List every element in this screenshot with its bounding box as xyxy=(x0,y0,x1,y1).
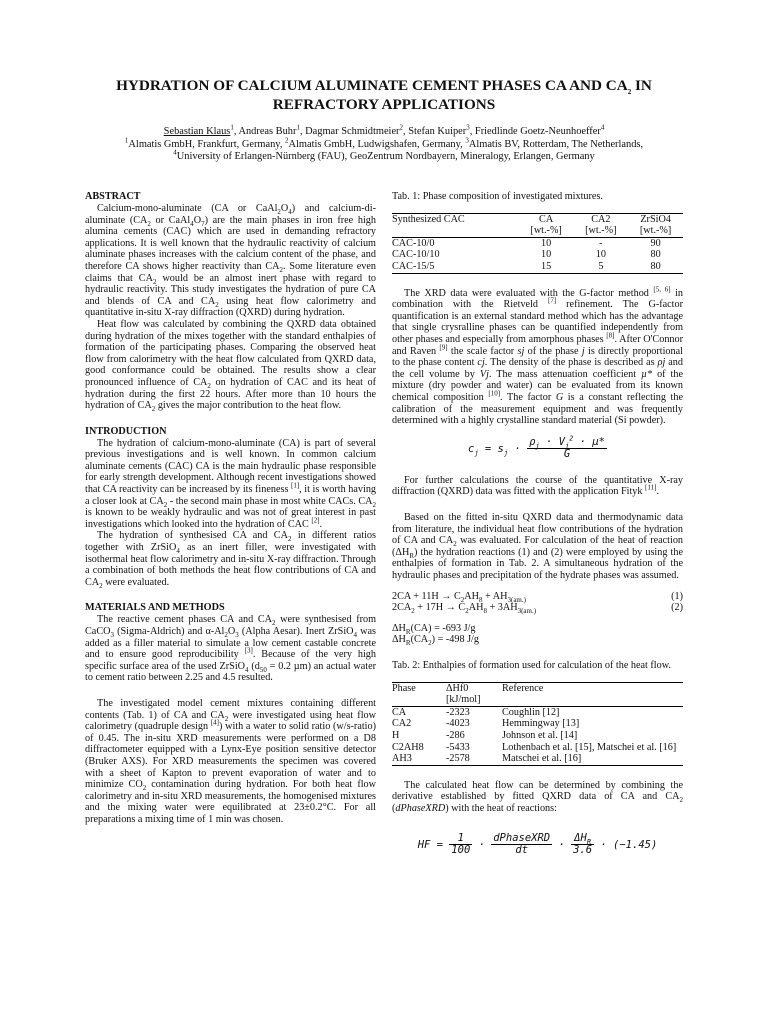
enthalpy-ca2: $\Delta H_R(CA_2) = -498$ J/g xyxy=(392,634,479,648)
reaction-2: $2CA_2 + 17H \to C_2AH_8 + 3AH_{3(am.)}$ (2) xyxy=(392,602,683,616)
table-row: CAC-10/0 10 - 90 xyxy=(392,237,661,249)
table-row: C2AH8 -5433 Lothenbach et al. [15], Matschei et al. [16] xyxy=(392,741,677,753)
reaction-1: $2CA + 11H \to C_2AH_8 + AH_{3(am.)}$ (1) xyxy=(392,590,683,604)
abstract-heading: ABSTRACT xyxy=(85,191,141,202)
heat-flow-paragraph: Based on the fitted in-situ QXRD data and thermodynamic data from literature, the individual heat flow contributions of the hydration of CA and $CA_2$ was evaluated. For calculation of the heat of reaction $(\Delta H_R)$ the hydration reactions (1) and (2) were employed by using the enthalpies of formation in Tab. 2. A simultaneous hydration of the hydraulic phases and precipitation of the hydrate phases was assumed. xyxy=(392,512,684,582)
calculated-heat-flow-paragraph: The calculated heat flow can be determined by combining the derivative established by fitted QXRD data of CA and $CA_2$ (dPhaseXRD) with the heat of reactions: xyxy=(392,779,683,814)
intro-paragraph-1: The hydration of calcium-mono-aluminate (CA) is part of several previous investigations and is well known. In common calcium aluminate cements (CAC) CA is the main hydraulic phase responsible for early strength development. Although recent investigations showed that CA reactivity can be increased by its fineness [1], it is worth having a closer look at $CA_2$ - the second main phase in most white CACs. $CA_2$ is known to be weakly hydraulic and was not of great interest in past investigations which looked into the hydration of CAC [2]. xyxy=(85,437,377,530)
table-row: CA2 -4023 Hemmingway [13] xyxy=(392,718,580,730)
table1-header-cell: Synthesized CAC xyxy=(392,213,465,225)
table2-header-cell: ΔHf0 [kJ/mol] xyxy=(446,682,481,706)
table2-header-row xyxy=(392,682,683,706)
table-row: CA -2323 Coughlin [12] xyxy=(392,706,560,718)
introduction-heading: INTRODUCTION xyxy=(85,425,167,437)
table-row: AH3 -2578 Matschei et al. [16] xyxy=(392,753,683,765)
table2-header-cell: Reference xyxy=(502,682,544,694)
left-column xyxy=(85,191,376,826)
table2-header-cell: Phase xyxy=(392,682,416,694)
methods-paragraph-1: The reactive cement phases CA and $CA_2$ were synthesised from CaCO$_3$ (Sigma-Aldrich) and $\alpha-Al_2O_3$ (Alpha Aesar). Inert ZrSiO$_4$ was added as a filler material to simulate a low cement castable concrete and to ensure good reproducibility [3]. Because of the very high specific surface area of the used ZrSiO$_4$ ($d_{50} = 0.2$ µm) an actual water to cement ratio between 2.25 and 4.5 resulted. xyxy=(85,614,377,684)
methods-heading: MATERIALS AND METHODS xyxy=(85,602,225,614)
table1-header-cell: ZrSiO4 [wt.-%] xyxy=(639,213,672,237)
intro-paragraph-2: The hydration of synthesised CA and $CA_2$ in different ratios together with ZrSiO$_4$ as an inert filler, were investigated with isothermal heat flow calorimetry and in-situ X-ray diffraction. Through a combination of both methods the heat flow contributions of CA and $CA_2$ were evaluated. xyxy=(85,530,376,590)
table1-caption: Tab. 1: Phase composition of investigated mixtures. xyxy=(392,191,603,202)
table-row: H -286 Johnson et al. [14] xyxy=(392,729,578,741)
table2-caption: Tab. 2: Enthalpies of formation used for calculation of the heat flow. xyxy=(392,660,671,671)
affiliations: $^1$Almatis GmbH, Frankfurt, Germany, $^2$Almatis GmbH, Ludwigshafen, Germany, $^3$Almatis BV, Rotterdam, The Netherlands, $^4$University of Erlangen-Nürnberg (FAU), GeoZentrum Nordbayern, Mineralogy, Erlangen, Germany xyxy=(124,136,644,163)
table-row: CAC-10/10 10 10 80 xyxy=(392,249,661,261)
fityk-paragraph: For further calculations the course of the quantitative X-ray diffraction (QXRD) data was fitted with the application Fityk [11]. xyxy=(392,474,683,498)
paper-title: HYDRATION OF CALCIUM ALUMINATE CEMENT PHASES CA AND $CA_2$ IN REFRACTORY APPLICATIONS xyxy=(116,77,652,113)
enthalpy-ca: $\Delta H_R(CA) = -693$ J/g xyxy=(392,622,476,636)
table1-header-cell: CA [wt.-%] xyxy=(530,213,562,237)
heat-flow-equation: HF = $\frac{1}{100}$ · $\frac{\text{dPhaseXRD}}{dt}$ · $\frac{\Delta H_R}{3.6}$ · (−1.45) xyxy=(417,831,658,857)
abstract-paragraph-2: Heat flow was calculated by combining the QXRD data obtained during hydration of the mixes together with the standard enthalpies of formation of the participating phases. Comparing the observed heat flow from calorimetry with the heat flow calculated from QXRD data, good conformance could be obtained. The results show a clear pronounced influence of $CA_2$ on hydration of CAC and its heat of hydration during the first 22 hours. After more than 10 hours the hydration of $CA_2$ gives the major contribution to the heat flow. xyxy=(85,318,377,414)
author-block xyxy=(60,123,708,164)
abstract-paragraph-1: Calcium-mono-aluminate (CA or $CaAl_2O_4$) and calcium-di-aluminate ($CA_2$ or $CaAl_4O_7$) are the main phases in iron free high alumina cements (CAC) which are used in demanding refractory applications. It is well known that the hydraulic reactivity of calcium aluminate phases increases with the calcium content of the phase, and therefore CA shows higher reactivity than $CA_2$. Some literature even claims that $CA_2$ would be an almost inert phase with regard to hydraulic reactivity. This study investigates the hydration of pure CA and blends of CA and $CA_2$ using heat flow calorimetry and quantitative in-situ X-ray diffraction (QXRD) during hydration. xyxy=(85,203,376,319)
methods-paragraph-2: The investigated model cement mixtures containing different contents (Tab. 1) of CA and $CA_2$ were investigated using heat flow calorimetry (quadruple design [4]) with a water to solid ratio (w/s-ratio) of 0.45. The in-situ XRD measurements were performed on a D8 diffractometer equipped with a Lynx-Eye position sensitive detector (Bruker AXS). For XRD measurements the specimen was covered with a sheet of Kapton to prevent evaporation of water and to minimize $CO_2$ contamination during hydration. For both heat flow calorimetry and in-situ XRD measurements, the homogenised mixtures and the mixing water were equilibrated at 23±0.2°C. For all preparations a mixing time of 1 min was chosen. xyxy=(85,697,377,825)
table1 xyxy=(392,213,683,274)
table1-header-cell: CA2 [wt.-%] xyxy=(585,213,617,237)
g-factor-equation: $c_j = s_j$ · $\frac{\rho_j \cdot V_j^2 \cdot \mu*}{G}$ xyxy=(468,434,605,461)
table2 xyxy=(392,682,683,766)
table1-header-row xyxy=(392,213,683,237)
author-names: Sebastian Klaus$^1$, Andreas Buhr$^1$, Dagmar Schmidtmeier$^2$, Stefan Kuiper$^3$, Friedlinde Goetz-Neunhoeffer$^4$ xyxy=(163,123,605,137)
xrd-paragraph: The XRD data were evaluated with the G-factor method [5, 6] in combination with the Rietveld [7] refinement. The G-factor quantification is an external standard method which has the advantage that single crysralline phases can be quantified independently from other phases and especially from amorphous phases [8]. After O'Connor and Raven [9] the scale factor sj of the phase j is directly proportional to the phase content cj. The density of the phase is described as ρj and the cell volume by Vj. The mass attenuation coefficient µ* of the mixture (dry powder and water) can be evaluated from its known chemical composition [10]. The factor G is a constant reflecting the calibration of the measurement equipment and was frequently determined with a highly crystalline standard material (Si powder). xyxy=(392,285,683,427)
right-column xyxy=(392,191,683,857)
table-row: CAC-15/5 15 5 80 xyxy=(392,261,683,273)
